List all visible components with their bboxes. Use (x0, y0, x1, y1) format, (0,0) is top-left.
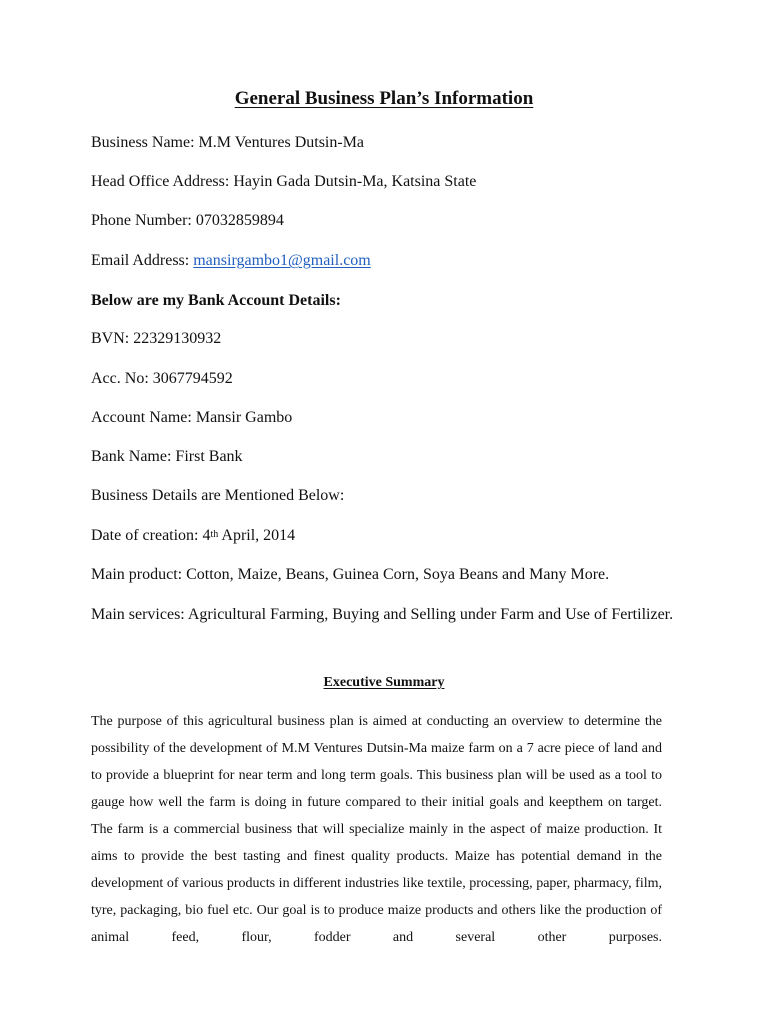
account-number-line: Acc. No: 3067794592 (91, 370, 233, 387)
date-of-creation-line (91, 526, 295, 546)
bank-details-heading: Below are my Bank Account Details: (91, 292, 341, 309)
bank-name-line: Bank Name: First Bank (91, 448, 243, 465)
executive-summary-heading: Executive Summary (323, 675, 445, 690)
email-link[interactable]: mansirgambo1@gmail.com (193, 252, 371, 269)
executive-summary-paragraph: The purpose of this agricultural business plan is aimed at conducting an overview to determine the possibility of the development of M.M Ventures Dutsin-Ma maize farm on a 7 acre piece of land and to provide a blueprint for near term and long term goals. This business plan will be used as a tool to gauge how well the farm is doing in future compared to their initial goals and keepthem on target. The farm is a commercial business that will specialize mainly in the aspect of maize production. It aims to provide the best tasting and finest quality products. Maize has potential demand in the development of various products in different industries like textile, processing, paper, pharmacy, film, tyre, packaging, bio fuel etc. Our goal is to produce maize products and others like the production of animal feed, flour, fodder and several other purposes. (91, 714, 662, 945)
email-line (91, 251, 371, 271)
main-product-line: Main product: Cotton, Maize, Beans, Guinea Corn, Soya Beans and Many More. (91, 566, 610, 583)
date-suffix: April, 2014 (218, 527, 296, 544)
date-prefix: Date of creation: 4 (91, 527, 211, 544)
phone-line: Phone Number: 07032859894 (91, 212, 284, 229)
bvn-line: BVN: 22329130932 (91, 330, 222, 347)
business-details-line: Business Details are Mentioned Below: (91, 487, 345, 504)
main-services-line: Main services: Agricultural Farming, Buying and Selling under Farm and Use of Fertilizer. (91, 606, 674, 623)
account-name-line: Account Name: Mansir Gambo (91, 409, 293, 426)
page-title: General Business Plan’s Information (234, 88, 534, 109)
business-name-line: Business Name: M.M Ventures Dutsin-Ma (91, 134, 365, 151)
date-ordinal: th (210, 529, 219, 540)
email-label: Email Address: (91, 252, 194, 269)
head-office-line: Head Office Address: Hayin Gada Dutsin-Ma, Katsina State (91, 173, 477, 190)
